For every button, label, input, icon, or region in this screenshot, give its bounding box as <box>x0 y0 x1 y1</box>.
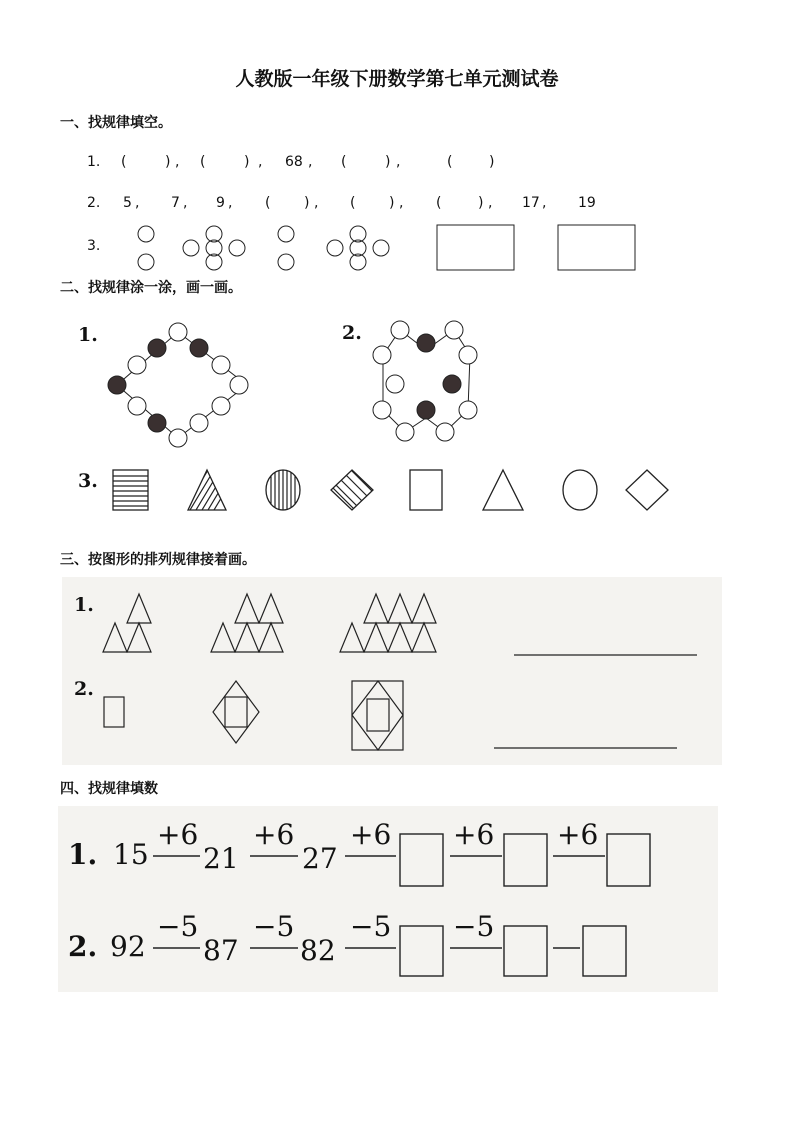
operation-label: +6 <box>453 818 495 851</box>
question-number: 1. <box>68 838 98 871</box>
blank-open: ( <box>200 154 206 170</box>
square-shape <box>367 699 389 731</box>
comma: , <box>488 195 493 211</box>
question-number: 1. <box>87 154 101 170</box>
answer-box <box>558 225 635 270</box>
answer-box <box>504 834 547 886</box>
circle-shape <box>327 240 343 256</box>
comma: , <box>135 195 140 211</box>
triangle-shape <box>412 623 436 652</box>
diamond-shape <box>352 681 403 750</box>
bead-filled <box>148 339 166 357</box>
comma: , <box>399 195 404 211</box>
sequence-number: 21 <box>203 842 239 875</box>
circle-shape <box>229 240 245 256</box>
triangle-shape <box>388 594 412 623</box>
bead-empty <box>459 346 477 364</box>
sequence-number: 27 <box>302 842 338 875</box>
comma: , <box>308 154 313 170</box>
triangle-shape <box>364 623 388 652</box>
operation-label: −5 <box>253 910 295 943</box>
given-number: 9 <box>216 195 225 211</box>
bead-empty <box>128 356 146 374</box>
blank-open: ( <box>341 154 347 170</box>
circle-empty <box>563 470 597 510</box>
operation-label: −5 <box>350 910 392 943</box>
question-number: 2. <box>342 322 362 344</box>
blank-close: ) <box>389 195 395 211</box>
triangle-shape <box>235 594 259 623</box>
bead-filled <box>417 401 435 419</box>
bead-filled <box>417 334 435 352</box>
blank-open: ( <box>265 195 271 211</box>
triangle-shape <box>388 623 412 652</box>
question-number: 3. <box>87 238 101 254</box>
blank-close: ) <box>478 195 484 211</box>
diamond-shape <box>213 681 259 743</box>
operation-label: +6 <box>253 818 295 851</box>
bead-empty <box>128 397 146 415</box>
square-shape <box>225 697 247 727</box>
bead-filled <box>108 376 126 394</box>
diamond-diagonal-stripes <box>331 470 373 510</box>
comma: , <box>228 195 233 211</box>
blank-close: ) <box>244 154 250 170</box>
bead-empty <box>373 346 391 364</box>
shape-pattern-row <box>0 462 794 522</box>
triangle-shape <box>235 623 259 652</box>
necklace-string <box>117 332 247 438</box>
bead-empty <box>459 401 477 419</box>
triangle-square-pattern-figures <box>0 577 794 777</box>
circle-shape <box>278 226 294 242</box>
page-title: 人教版一年级下册数学第七单元测试卷 <box>235 68 559 90</box>
start-number: 92 <box>110 930 146 963</box>
section-4-heading: 四、找规律填数 <box>60 781 158 797</box>
answer-box <box>400 834 443 886</box>
section-3-heading: 三、按图形的排列规律接着画。 <box>60 552 256 568</box>
blank-open: ( <box>350 195 356 211</box>
square-empty <box>410 470 442 510</box>
comma: , <box>258 154 263 170</box>
bead-necklace-figures <box>0 310 794 460</box>
triangle-shape <box>259 594 283 623</box>
bead-empty <box>212 356 230 374</box>
circle-pattern-figure <box>0 220 794 280</box>
bead-empty <box>396 423 414 441</box>
question-number: 2. <box>87 195 101 211</box>
comma: , <box>183 195 188 211</box>
square-shape <box>104 697 124 727</box>
triangle-empty <box>483 470 523 510</box>
triangle-shape <box>127 623 151 652</box>
blank-close: ) <box>165 154 171 170</box>
question-number: 1. <box>78 324 98 346</box>
sequence-number: 82 <box>300 934 336 967</box>
comma: , <box>175 154 180 170</box>
operation-label: −5 <box>453 910 495 943</box>
blank-open: ( <box>121 154 127 170</box>
operation-label: +6 <box>157 818 199 851</box>
start-number: 15 <box>113 838 149 871</box>
circle-shape <box>278 254 294 270</box>
bead-empty <box>230 376 248 394</box>
circle-shape <box>373 240 389 256</box>
question-number: 2. <box>68 930 98 963</box>
given-number: 17 <box>522 195 540 211</box>
triangle-shape <box>211 623 235 652</box>
answer-box <box>607 834 650 886</box>
triangle-shape <box>259 623 283 652</box>
bead-empty <box>169 323 187 341</box>
question-number: 1. <box>74 594 94 616</box>
section-2-heading: 二、找规律涂一涂，画一画。 <box>60 280 242 296</box>
answer-box <box>437 225 514 270</box>
triangle-shape <box>127 594 151 623</box>
sequence-number: 87 <box>203 934 239 967</box>
bead-empty <box>445 321 463 339</box>
circle-shape <box>183 240 199 256</box>
blank-close: ) <box>489 154 495 170</box>
bead-empty <box>386 375 404 393</box>
blank-close: ) <box>304 195 310 211</box>
blank-open: ( <box>447 154 453 170</box>
triangle-shape <box>103 623 127 652</box>
circle-shape <box>138 226 154 242</box>
bead-empty <box>391 321 409 339</box>
bead-filled <box>148 414 166 432</box>
operation-label: −5 <box>157 910 199 943</box>
outer-square-shape <box>352 681 403 750</box>
bead-filled <box>190 339 208 357</box>
answer-box <box>583 926 626 976</box>
comma: , <box>314 195 319 211</box>
given-number: 19 <box>578 195 596 211</box>
diamond-empty <box>626 470 668 510</box>
bead-empty <box>436 423 454 441</box>
bead-empty <box>169 429 187 447</box>
question-number: 3. <box>78 470 98 492</box>
answer-box <box>400 926 443 976</box>
triangle-shape <box>340 623 364 652</box>
circle-shape <box>138 254 154 270</box>
operation-label: +6 <box>557 818 599 851</box>
question-number: 2. <box>74 678 94 700</box>
blank-open: ( <box>436 195 442 211</box>
bead-empty <box>212 397 230 415</box>
triangle-shape <box>364 594 388 623</box>
bead-filled <box>443 375 461 393</box>
answer-box <box>504 926 547 976</box>
bead-empty <box>190 414 208 432</box>
bead-empty <box>373 401 391 419</box>
given-number: 5 <box>123 195 132 211</box>
number-chain-figure <box>0 806 794 996</box>
triangle-shape <box>412 594 436 623</box>
blank-close: ) <box>385 154 391 170</box>
given-number: 68 <box>285 154 303 170</box>
section-1-heading: 一、找规律填空。 <box>60 115 172 131</box>
comma: , <box>396 154 401 170</box>
comma: , <box>542 195 547 211</box>
operation-label: +6 <box>350 818 392 851</box>
given-number: 7 <box>171 195 180 211</box>
